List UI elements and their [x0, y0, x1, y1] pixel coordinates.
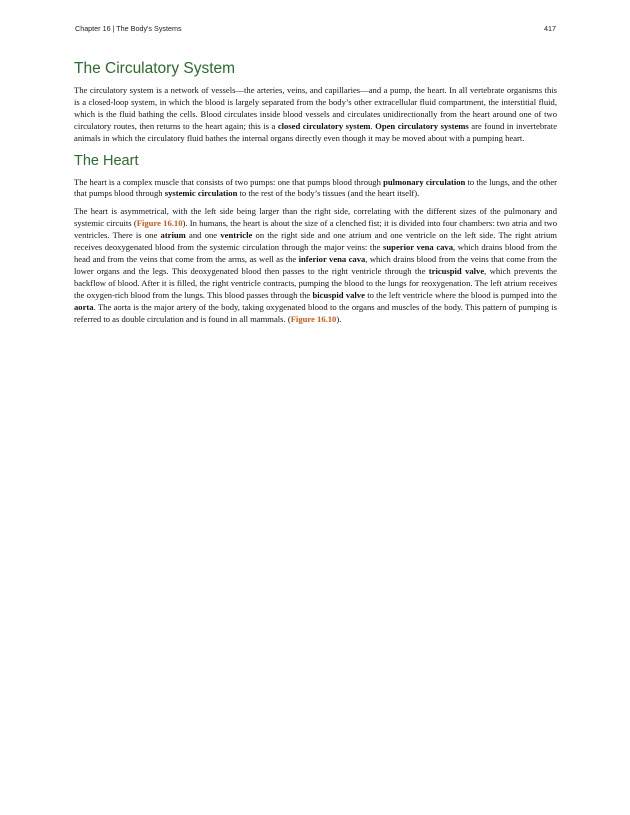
term-superior-vena-cava: superior vena cava: [383, 242, 454, 253]
term-ventricle: ventricle: [220, 230, 253, 241]
text-run: are found in invertebrate animals in which the circulatory fluid bathes the internal organs directly even though it may be moved about with a pumping heart.: [74, 120, 558, 143]
page-number: 417: [544, 24, 556, 33]
running-header: [75, 24, 556, 36]
term-closed-circulatory-system: closed circulatory system: [277, 120, 371, 131]
term-systemic-circulation: systemic circulation: [164, 188, 238, 199]
section-title-circulatory-system: The Circulatory System: [74, 60, 236, 77]
text-run: .: [370, 120, 376, 131]
text-run: to the left ventricle where the blood is pumped into the: [364, 289, 558, 300]
text-run: The heart is asymmetrical, with the left side being larger than the right side, correlating with the different sizes of the pulmonary and systemic circuits (: [74, 206, 557, 229]
text-run: The heart is a complex muscle that consists of two pumps: one that pumps blood through: [74, 176, 384, 187]
page-content: [74, 56, 557, 331]
text-run: . The aorta is the major artery of the body, taking oxygenated blood to the organs and muscles of the body. This pattern of pumping is referred to as double circulation and is found in all mammals. (: [74, 301, 557, 324]
term-atrium: atrium: [160, 230, 186, 241]
text-run: to the lungs, and the other that pumps blood through: [74, 176, 557, 199]
term-bicuspid-valve: bicuspid valve: [312, 289, 365, 300]
chapter-label: Chapter 16 | The Body's Systems: [75, 24, 182, 33]
term-tricuspid-valve: tricuspid valve: [428, 265, 485, 276]
section-title-the-heart: The Heart: [74, 152, 139, 169]
text-run: , which prevents the backflow of blood. After it is filled, the right ventricle contracts, pumping the blood to the lungs for reoxygenation. The left atrium receives the oxygen-rich blood from the lungs. This blood passes through the: [74, 265, 557, 300]
term-open-circulatory-systems: Open circulatory systems: [375, 120, 469, 131]
paragraph-circulatory-intro: [74, 85, 557, 145]
paragraph-heart-anatomy: [74, 206, 557, 325]
term-inferior-vena-cava: inferior vena cava: [298, 253, 366, 264]
text-run: on the right side and one atrium and one ventricle on the left side. The right atrium receives deoxygenated blood from the systemic circulation through the major veins: the: [74, 230, 557, 253]
text-run: The circulatory system is a network of vessels—the arteries, veins, and capillaries—and a pump, the heart. In all vertebrate organisms this is a closed-loop system, in which the blood is largely separated from the body’s other extracellular fluid compartment, the interstitial fluid, which is the fluid bathing the cells. Blood circulates inside blood vessels and circulates unidirectionally from the heart around one of two circulatory routes, then returns to the heart again; this is a: [74, 85, 557, 131]
text-run: to the rest of the body’s tissues (and the heart itself).: [237, 188, 420, 199]
text-run: and one: [185, 230, 221, 241]
figure-link-16-10[interactable]: Figure 16.10: [136, 218, 183, 229]
paragraph-heart-pumps: [74, 177, 557, 201]
term-aorta: aorta: [74, 301, 94, 312]
text-run: , which drains blood from the head and from the veins that come from the arms, as well as the: [74, 242, 557, 264]
figure-link-16-10[interactable]: Figure 16.10: [290, 313, 337, 324]
text-run: , which drains blood from the veins that come from the lower organs and the legs. This deoxygenated blood then passes to the right ventricle through the: [74, 253, 557, 276]
text-run: ). In humans, the heart is about the size of a clenched fist; it is divided into four chambers: two atria and two ventricles. There is one: [74, 218, 558, 241]
text-run: ).: [336, 313, 342, 324]
term-pulmonary-circulation: pulmonary circulation: [383, 176, 466, 187]
